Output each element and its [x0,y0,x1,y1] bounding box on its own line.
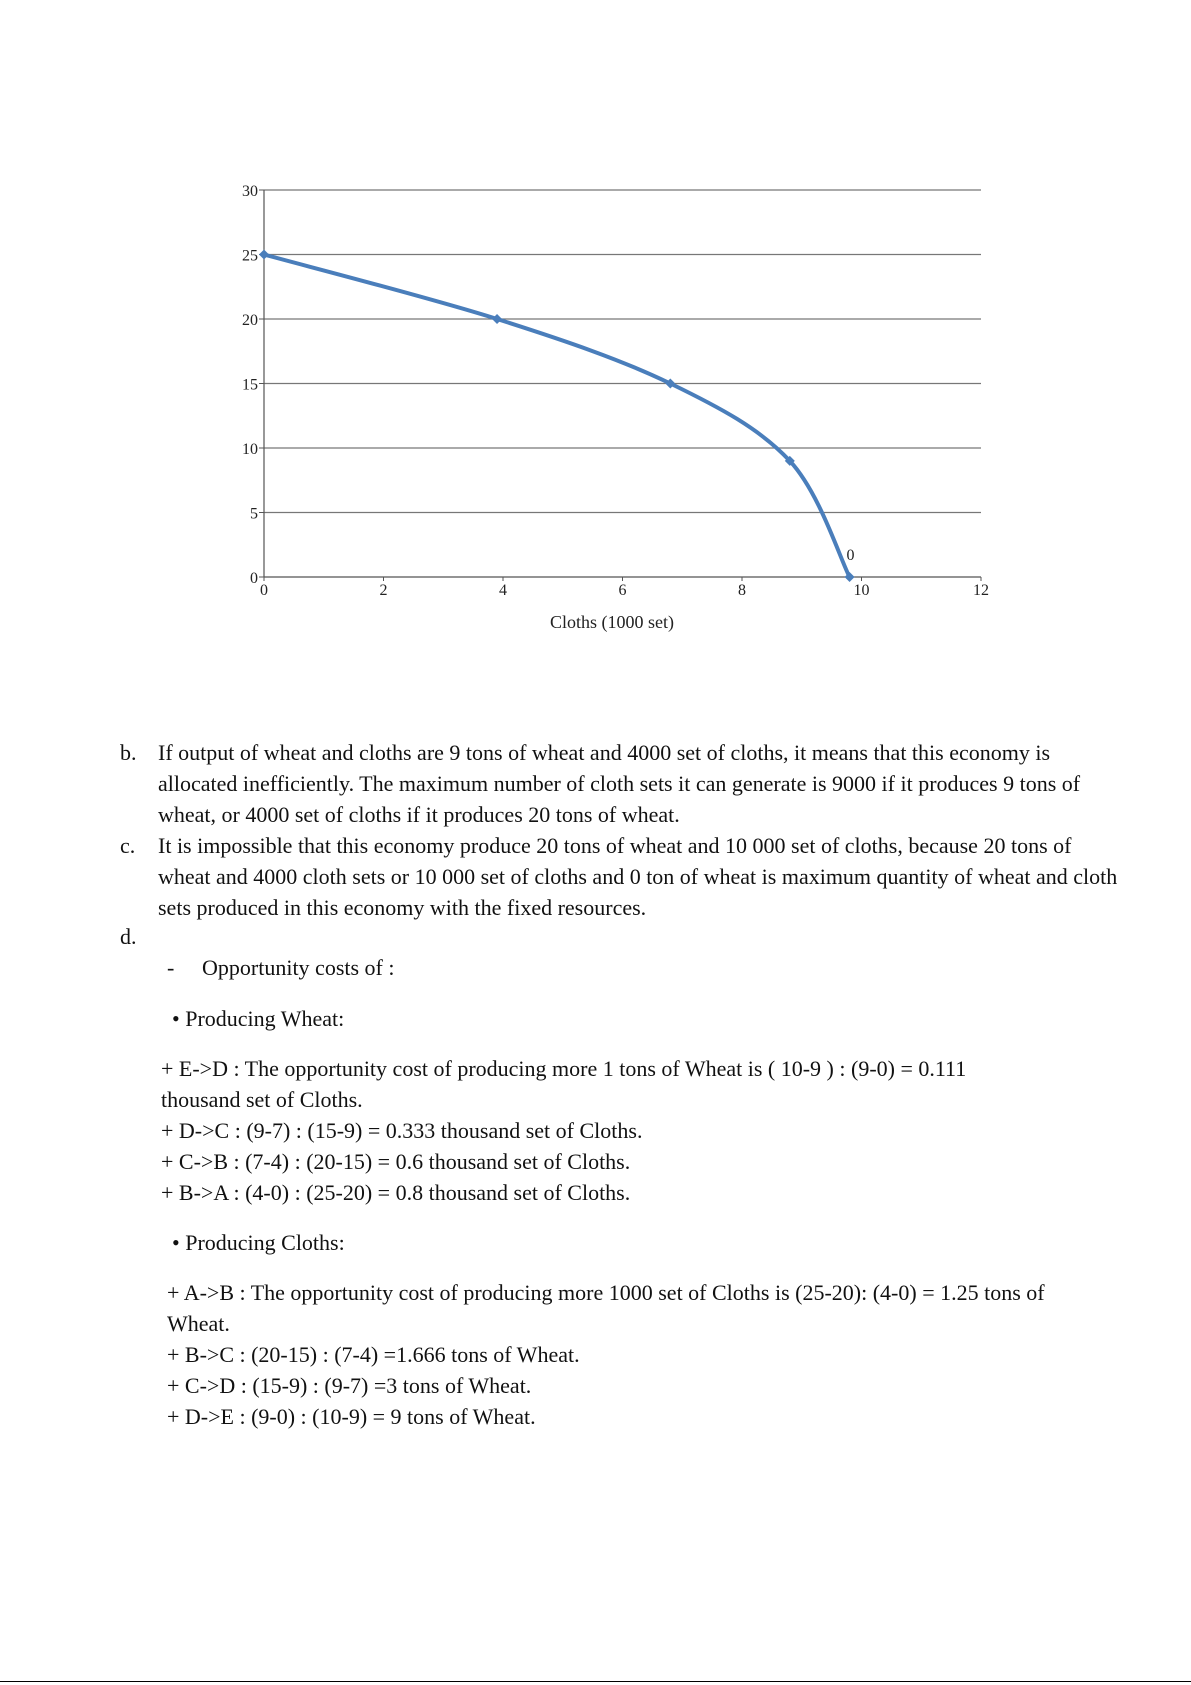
y-tick-label: 10 [242,441,258,458]
data-point [259,250,269,260]
data-label: 0 [846,547,855,564]
x-tick-label: 8 [738,582,746,599]
item-b-marker: b. [120,740,137,765]
y-tick-label: 5 [250,505,258,523]
data-point [492,314,502,324]
item-c [120,830,1118,923]
y-tick-label: 0 [250,570,258,587]
cloths-list [167,1277,1045,1432]
wheat-line: + D->C : (9-7) : (15-9) = 0.333 thousand set of Cloths. [161,1118,643,1143]
page-bottom-rule [0,1681,1191,1682]
opportunity-costs-heading: Opportunity costs of : [202,955,395,980]
cloths-heading: • Producing Cloths: [172,1230,345,1255]
wheat-list [161,1053,966,1208]
cloths-line: + B->C : (20-15) : (7-4) =1.666 tons of Wheat. [167,1342,580,1367]
x-tick-label: 6 [618,582,627,599]
x-tick-label: 10 [853,582,870,599]
item-d-marker: d. [120,924,137,949]
cloths-line: + D->E : (9-0) : (10-9) = 9 tons of Wheat. [167,1404,536,1429]
x-tick-label: 12 [973,582,989,599]
y-tick-label: 30 [242,183,258,200]
series-line [264,255,850,578]
cloths-line: Wheat. [167,1311,230,1336]
wheat-heading: • Producing Wheat: [172,1006,345,1031]
cloths-line: + A->B : The opportunity cost of producing more 1000 set of Cloths is (25-20): (4-0) = 1.25 tons of [167,1280,1045,1305]
wheat-line: thousand set of Cloths. [161,1087,363,1112]
item-c-marker: c. [120,833,136,858]
cloths-line: + C->D : (15-9) : (9-7) =3 tons of Wheat. [167,1373,532,1398]
x-axis-label: Cloths (1000 set) [550,612,674,632]
y-tick-label: 20 [242,312,258,329]
item-d-dash: - [167,955,175,980]
wheat-line: + C->B : (7-4) : (20-15) = 0.6 thousand set of Cloths. [161,1149,631,1174]
wheat-line: + B->A : (4-0) : (25-20) = 0.8 thousand set of Cloths. [161,1180,631,1205]
item-b-text: If output of wheat and cloths are 9 tons of wheat and 4000 set of cloths, it means that this economy is allocated inefficiently. The maximum number of cloth sets it can generate is 9000 if it produces 9 tons of wheat, or 4000 set of cloths if it produces 20 tons of wheat. [158,740,1081,827]
x-tick-label: 4 [499,582,507,599]
item-b [120,737,1108,830]
x-tick-label: 0 [260,582,268,599]
wheat-line: + E->D : The opportunity cost of producing more 1 tons of Wheat is ( 10-9 ) : (9-0) = 0.111 [161,1056,967,1081]
y-tick-label: 15 [242,376,258,394]
ppf-chart [0,0,1191,660]
y-tick-label: 25 [242,247,258,265]
x-tick-label: 2 [379,582,388,599]
item-c-text: It is impossible that this economy produce 20 tons of wheat and 10 000 set of cloths, because 20 tons of wheat and 4000 cloth sets or 10 000 set of cloths and 0 ton of wheat is maximum quantity of wheat and cloth sets produced in this economy with the fixed resources. [158,833,1118,920]
